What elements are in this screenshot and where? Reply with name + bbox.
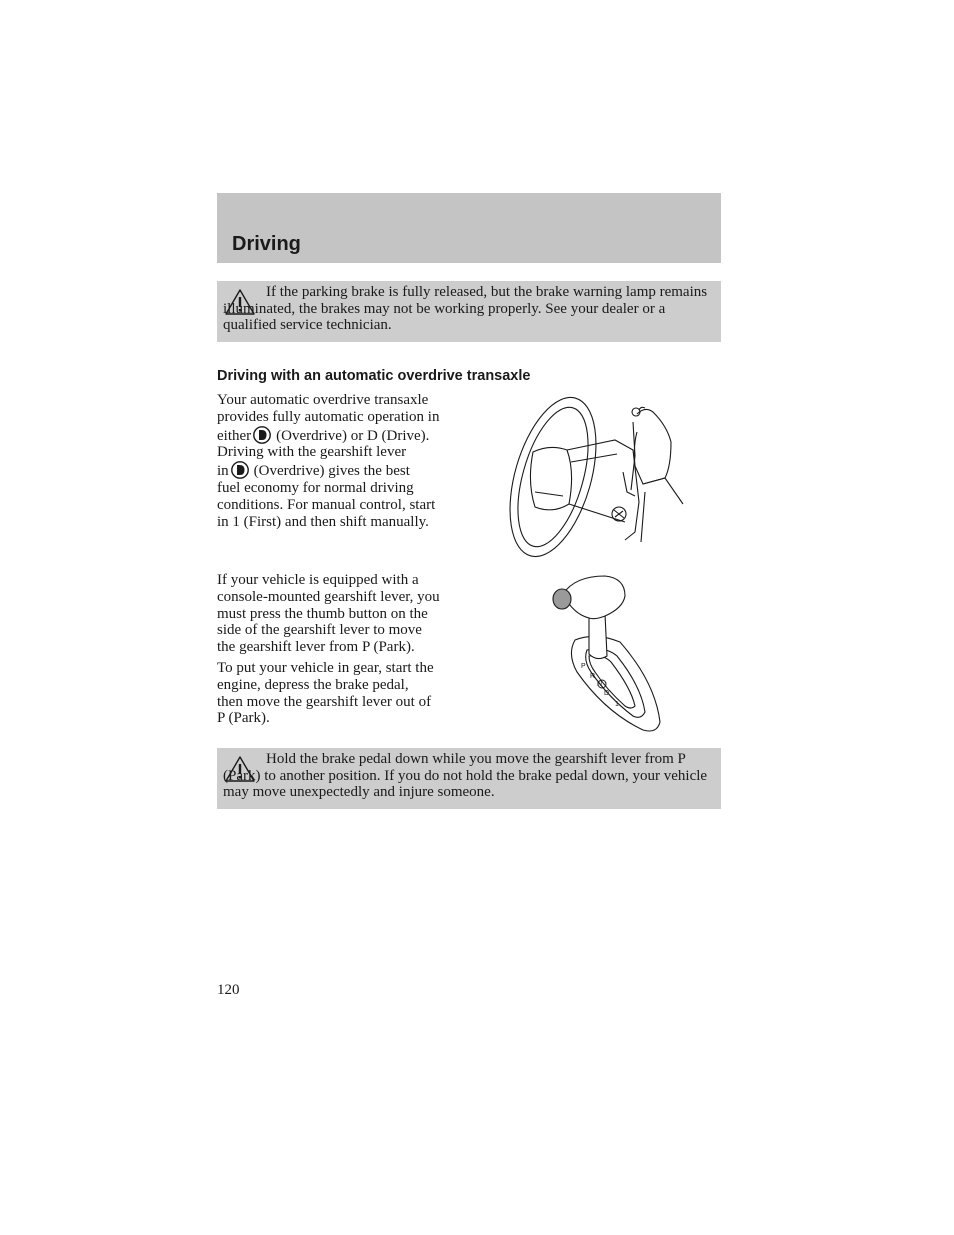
text-line: engine, depress the brake pedal, [217, 676, 409, 693]
console-gearshift-illustration [545, 572, 665, 734]
text-fragment: either [217, 427, 252, 444]
text-line: console-mounted gearshift lever, you [217, 588, 440, 605]
overdrive-d-icon [231, 461, 249, 479]
gear-label-n: N [597, 681, 603, 688]
text-line: conditions. For manual control, start [217, 496, 436, 513]
page-title: Driving [232, 233, 301, 255]
gear-label-p: P [581, 663, 586, 670]
text-line: Driving with the gearshift lever [217, 444, 407, 461]
gear-label-1: 1 [615, 701, 619, 708]
text-line [217, 461, 479, 480]
text-fragment: in [217, 463, 229, 480]
text-line: provides fully automatic operation in [217, 408, 440, 425]
gear-label-r: R [590, 673, 596, 680]
paragraph-console-shifter [217, 572, 479, 656]
overdrive-d-icon [253, 426, 271, 444]
text-line: then move the gearshift lever out of [217, 693, 432, 710]
text-line: To put your vehicle in gear, start the [217, 660, 434, 676]
section-header [217, 193, 721, 263]
warning-box-brake-pedal [217, 748, 721, 809]
warning-text: If the parking brake is fully released, but the brake warning lamp remains illuminated, the brakes may not be working properly. See your dealer or a qualified service technician. [223, 284, 708, 333]
section-subheading: Driving with an automatic overdrive transaxle [217, 368, 531, 384]
text-line: P (Park). [217, 710, 270, 727]
text-fragment: (Overdrive) gives the best [253, 463, 410, 480]
text-line: If your vehicle is equipped with a [217, 572, 419, 588]
warning-text: Hold the brake pedal down while you move the gearshift lever from P (Park) to another position. If you do not hold the brake pedal down, your vehicle may move unexpectedly and injure someone. [223, 751, 708, 800]
steering-column-shifter-illustration [505, 392, 690, 562]
text-line: in 1 (First) and then shift manually. [217, 513, 429, 530]
text-line: fuel economy for normal driving [217, 479, 414, 496]
text-fragment: (Overdrive) or D (Drive). [276, 427, 430, 444]
page-number: 120 [217, 982, 240, 998]
paragraph-overdrive [217, 392, 479, 530]
text-line [217, 426, 479, 445]
text-line: must press the thumb button on the [217, 605, 428, 622]
gear-label-d: D [604, 690, 610, 697]
text-line: the gearshift lever from P (Park). [217, 639, 415, 656]
paragraph-put-in-gear [217, 660, 479, 727]
warning-box-parking-brake [217, 281, 721, 342]
text-line: side of the gearshift lever to move [217, 622, 422, 639]
text-line: Your automatic overdrive transaxle [217, 392, 429, 408]
